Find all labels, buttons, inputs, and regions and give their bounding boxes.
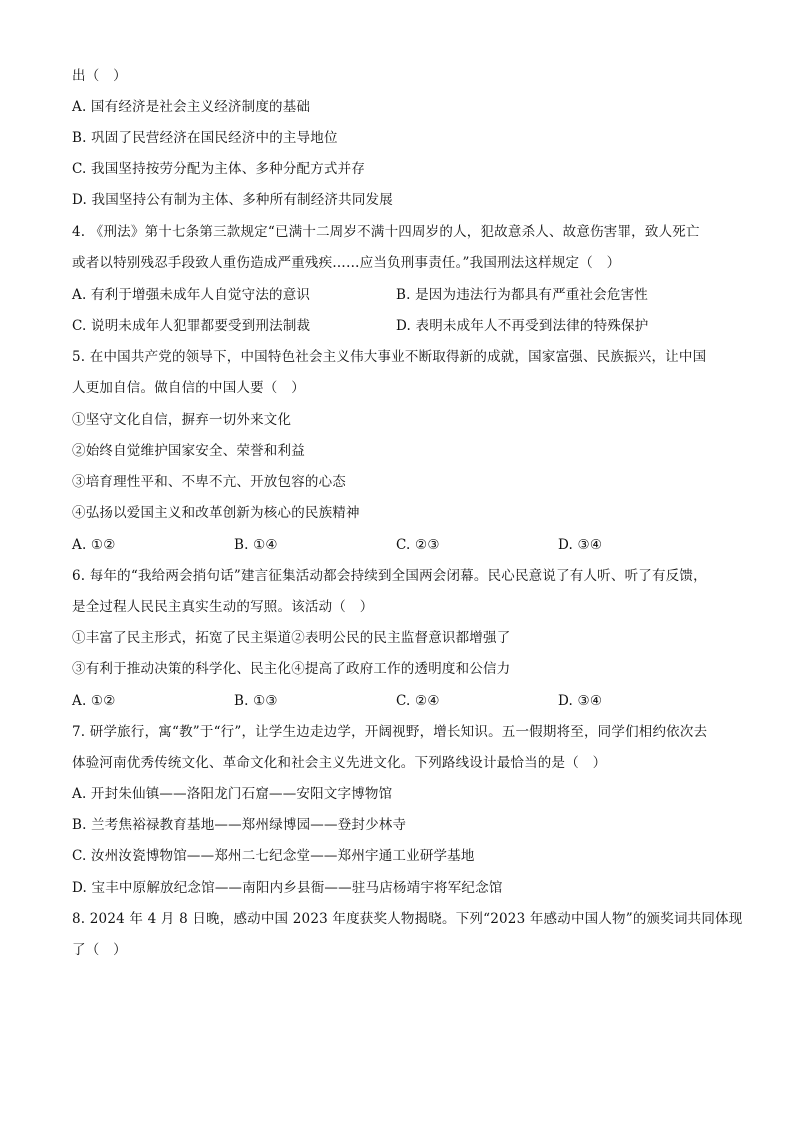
text-line: 8. 2024 年 4 月 8 日晚，感动中国 2023 年度获奖人物揭晓。下列“2023 年感动中国人物”的颁奖词共同体现: [72, 911, 743, 927]
text-line: 6. 每年的“我给两会捎句话”建言征集活动都会持续到全国两会闭幕。民心民意说了有人听、听了有反馈，: [72, 568, 707, 584]
answer-option: B. ①④: [234, 537, 278, 553]
answer-option: C. ②③: [396, 537, 440, 553]
text-line: A. 国有经济是社会主义经济制度的基础: [72, 99, 311, 115]
text-line: C. 我国坚持按劳分配为主体、多种分配方式并存: [72, 161, 366, 177]
answer-option: A. 有利于增强未成年人自觉守法的意识: [72, 287, 311, 303]
text-line: 或者以特别残忍手段致人重伤造成严重残疾……应当负刑事责任。”我国刑法这样规定（ ）: [72, 255, 621, 271]
text-line: ①丰富了民主形式，拓宽了民主渠道②表明公民的民主监督意识都增强了: [72, 630, 511, 646]
answer-option: B. ①③: [234, 693, 278, 709]
text-line: ③有利于推动决策的科学化、民主化④提高了政府工作的透明度和公信力: [72, 661, 511, 677]
text-line: B. 兰考焦裕禄教育基地——郑州绿博园——登封少林寺: [72, 817, 407, 833]
answer-option: B. 是因为违法行为都具有严重社会危害性: [396, 287, 649, 303]
text-line: ④弘扬以爱国主义和改革创新为核心的民族精神: [72, 505, 360, 521]
text-line: 体验河南优秀传统文化、革命文化和社会主义先进文化。下列路线设计最恰当的是（ ）: [72, 755, 607, 771]
text-line: ③培育理性平和、不卑不亢、开放包容的心态: [72, 474, 346, 490]
text-line: 了（ ）: [72, 942, 127, 958]
answer-option: C. ②④: [396, 693, 440, 709]
answer-option: A. ①②: [72, 537, 116, 553]
text-line: 是全过程人民民主真实生动的写照。该活动（ ）: [72, 599, 374, 615]
text-line: ②始终自觉维护国家安全、荣誉和利益: [72, 443, 305, 459]
answer-option: D. ③④: [558, 537, 603, 553]
text-line: ①坚守文化自信，摒弃一切外来文化: [72, 412, 292, 428]
answer-option: D. 表明未成年人不再受到法律的特殊保护: [396, 318, 649, 334]
text-line: C. 汝州汝瓷博物馆——郑州二七纪念堂——郑州宇通工业研学基地: [72, 848, 475, 864]
text-line: 7. 研学旅行，寓“教”于“行”，让学生边走边学，开阔视野，增长知识。五一假期将至，同学们相约依次去: [72, 724, 708, 740]
answer-option: A. ①②: [72, 693, 116, 709]
answer-option: D. ③④: [558, 693, 603, 709]
answer-option: C. 说明未成年人犯罪都要受到刑法制裁: [72, 318, 311, 334]
text-line: 人更加自信。做自信的中国人要（ ）: [72, 380, 305, 396]
text-line: D. 宝丰中原解放纪念馆——南阳内乡县衙——驻马店杨靖宇将军纪念馆: [72, 880, 503, 896]
text-line: B. 巩固了民营经济在国民经济中的主导地位: [72, 130, 338, 146]
text-line: 出（ ）: [72, 68, 127, 84]
text-line: D. 我国坚持公有制为主体、多种所有制经济共同发展: [72, 192, 393, 208]
text-line: A. 开封朱仙镇——洛阳龙门石窟——安阳文字博物馆: [72, 786, 393, 802]
text-line: 5. 在中国共产党的领导下，中国特色社会主义伟大事业不断取得新的成就，国家富强、民族振兴，让中国: [72, 349, 707, 365]
text-line: 4. 《刑法》第十七条第三款规定“已满十二周岁不满十四周岁的人，犯故意杀人、故意伤害罪，致人死亡: [72, 224, 700, 240]
